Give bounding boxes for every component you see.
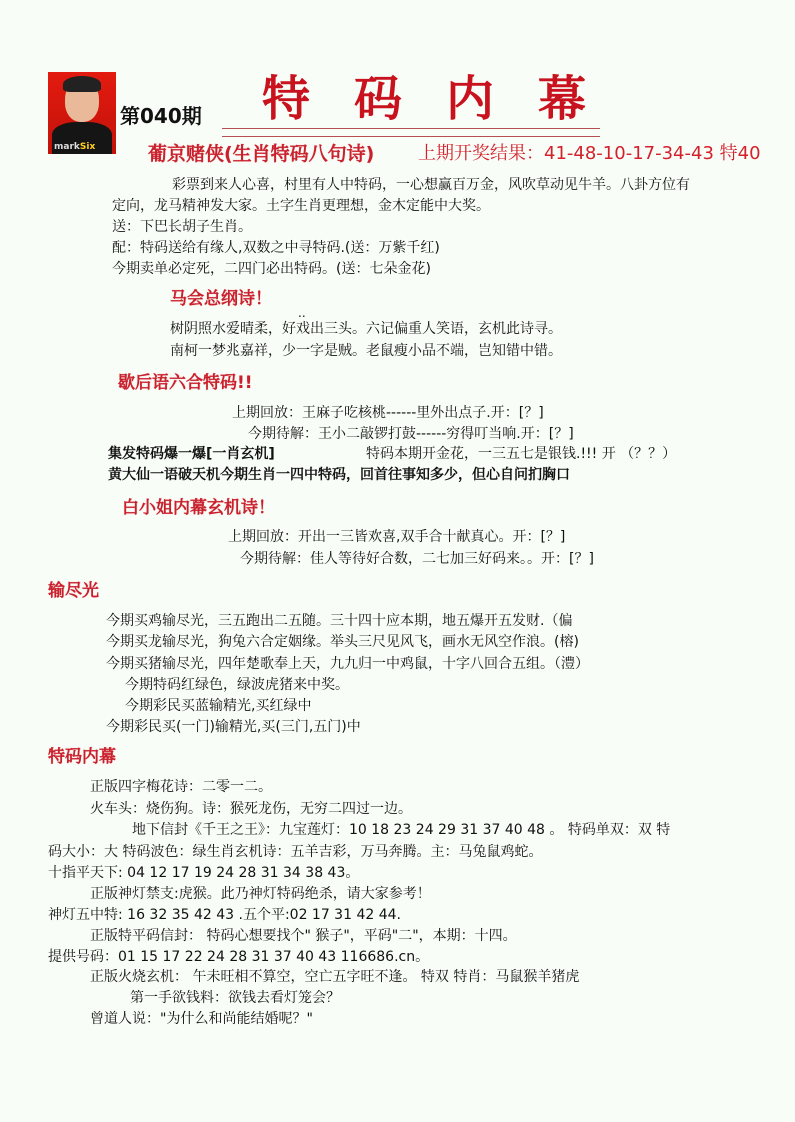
shujinguang-line: 今期买猪输尽光，四年楚歌奉上天，九九归一中鸡鼠，十字八回合五组。（澧） [106,656,589,672]
page-title: 特码内幕 [262,71,631,127]
temaneimu-line: 正版特平码信封： 特码心想要找个" 猴子"，平码"二"，本期：十四。 [90,928,517,944]
poem-line: 定向，龙马精神发大家。土字生肖更理想，金木定能中大奖。 [112,198,490,214]
baixiaojie-last: 上期回放：开出一三皆欢喜,双手合十献真心。开：[？] [228,529,566,545]
shujinguang-line: 今期彩民买蓝输精光,买红绿中 [125,698,312,714]
huangdaxian-line: 黄大仙一语破天机今期生肖一四中特码，回首往事知多少，但心自问扪胸口 [108,467,570,483]
mahui-line: 南柯一梦兆嘉祥，少一字是贼。老鼠瘦小品不端，岂知错中错。 [170,343,562,359]
logo-portrait [48,72,116,154]
issue-number: 第040期 [120,104,202,128]
section-heading-mahui: 马会总纲诗！ [170,289,272,309]
section-heading-shujinguang: 输尽光 [48,581,99,601]
temaneimu-line: 火车头：烧伤狗。诗：猴死龙伤，无穷二四过一边。 [90,801,412,817]
poem-line: 送：下巴长胡子生肖。 [112,219,252,235]
title-underline-2 [222,136,600,137]
xiehouyu-last: 上期回放：王麻子吃核桃------里外出点子.开：[？] [232,405,544,421]
title-underline [222,128,600,129]
logo-brand: markSix [54,142,96,152]
last-draw-result: 上期开奖结果：41-48-10-17-34-43 特40 [418,143,761,164]
temaneimu-line: 提供号码：01 15 17 22 24 28 31 37 40 43 116686.cn。 [48,949,430,965]
temaneimu-line: 正版火烧玄机： 午未旺相不算空，空亡五字旺不逢。 特双 特肖：马鼠猴羊猪虎 [90,969,580,985]
shujinguang-line: 今期彩民买(一门)输精光,买(三门,五门)中 [106,719,361,735]
temaneimu-line: 十指平天下: 04 12 17 19 24 28 31 34 38 43。 [48,865,360,881]
section-heading-temaneimu: 特码内幕 [48,747,116,767]
temaneimu-line: 神灯五中特: 16 32 35 42 43 .五个平:02 17 31 42 44. [48,907,401,923]
jifa-label: 集发特码爆一爆[一肖玄机] [108,446,275,462]
poem-line: 彩票到来人心喜，村里有人中特码，一心想赢百万金，风吹草动见牛羊。八卦方位有 [172,177,690,193]
temaneimu-line: 曾道人说："为什么和尚能结婚呢？" [90,1011,313,1027]
jifa-text: 特码本期开金花，一三五七是银钱.!!! 开 （？？） [366,446,677,462]
temaneimu-line: 正版四字梅花诗：二零一二。 [90,779,272,795]
xiehouyu-current: 今期待解：王小二敲锣打鼓------穷得叮当响.开：[？] [248,426,574,442]
poem-line: 今期卖单必定死，二四门必出特码。(送：七朵金花) [112,261,431,277]
temaneimu-line: 第一手欲钱料：欲钱去看灯笼会？ [130,990,340,1006]
shujinguang-line: 今期买龙输尽光，狗兔六合定姻缘。举头三尺见风飞，画水无风空作浪。(榕) [106,634,579,650]
section-heading-baixiaojie: 白小姐内幕玄机诗！ [122,498,275,518]
temaneimu-line: 码大小：大 特码波色：绿生肖玄机诗：五羊吉彩，万马奔腾。主：马兔鼠鸡蛇。 [48,844,543,860]
section-heading-xiehouyu: 歇后语六合特码!! [118,373,253,393]
poem-line: 配：特码送给有缘人,双数之中寻特码.(送：万紫千红) [112,240,440,256]
temaneimu-line: 正版神灯禁支:虎猴。此乃神灯特码绝杀，请大家参考！ [90,886,431,902]
shujinguang-line: 今期买鸡输尽光，三五跑出二五随。三十四十应本期，地五爆开五发财.（偏 [106,613,573,629]
baixiaojie-current: 今期待解：佳人等待好合数，二七加三好码来。。开：[？] [240,551,594,567]
shujinguang-line: 今期特码红绿色，绿波虎猪来中奖。 [125,677,349,693]
dots: .. [298,306,306,320]
subtitle: 葡京赌侠(生肖特码八句诗) [148,143,375,165]
mahui-line: 树阴照水爱晴柔，好戏出三头。六记偏重人笑语，玄机此诗寻。 [170,321,562,337]
temaneimu-line: 地下信封《千王之王》：九宝莲灯：10 18 23 24 29 31 37 40 48 。 特码单双：双 特 [132,822,671,838]
